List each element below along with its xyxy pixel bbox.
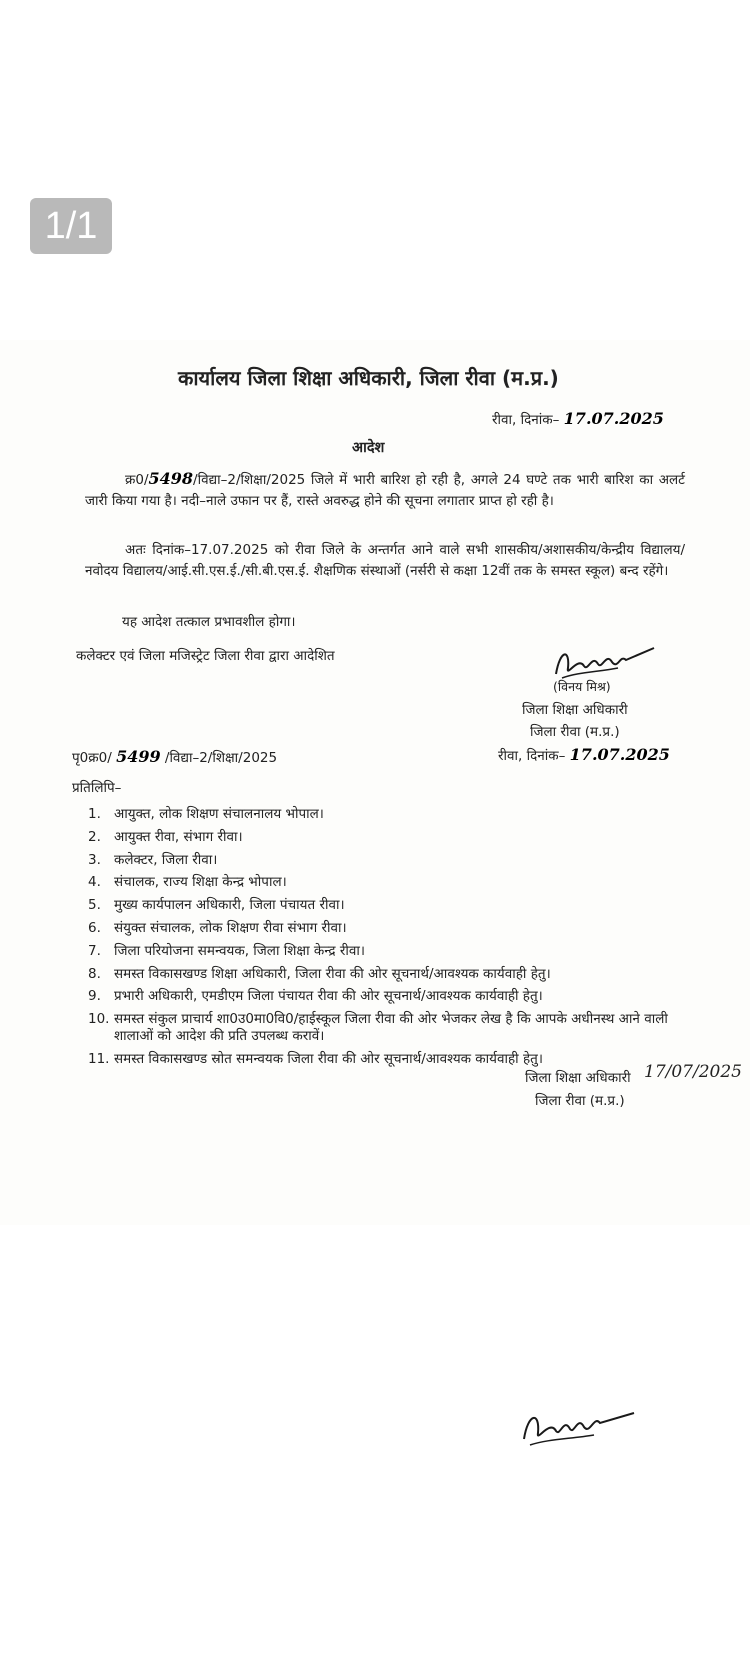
order-number: 5498 (148, 469, 194, 488)
list-item (88, 897, 674, 914)
list-item-number: 8. (88, 965, 101, 982)
list-item-text: संयुक्त संचालक, लोक शिक्षण रीवा संभाग रीवा। (114, 919, 347, 936)
footer-signature-mark (518, 1405, 638, 1451)
copy-to-label: प्रतिलिपि– (72, 780, 122, 796)
office-title: कार्यालय जिला शिक्षा अधिकारी, जिला रीवा (म.प्र.) (178, 366, 559, 390)
list-item-number: 3. (88, 851, 101, 868)
list-item (88, 829, 674, 846)
list-item-number: 7. (88, 942, 101, 959)
endorsement-place-date (498, 746, 670, 765)
list-item-number: 11. (88, 1050, 110, 1067)
endorsement-number: 5499 (116, 747, 161, 766)
list-item-text: आयुक्त, लोक शिक्षण संचालनालय भोपाल। (114, 806, 324, 822)
list-item-text: मुख्य कार्यपालन अधिकारी, जिला पंचायत रीवा। (114, 897, 345, 914)
list-item-number: 10. (88, 1011, 110, 1028)
list-item-number: 5. (88, 897, 101, 914)
list-item-number: 2. (88, 828, 101, 845)
closure-paragraph (85, 540, 685, 582)
signer-district: जिला रीवा (म.प्र.) (530, 724, 620, 740)
endorsement-date: 17.07.2025 (569, 745, 670, 764)
list-item (88, 920, 674, 937)
place-date-label: रीवा, दिनांक– (492, 412, 560, 428)
list-item (88, 874, 674, 891)
list-item (88, 1011, 674, 1045)
endorsement-reference (72, 748, 277, 767)
endorsement-date-label: रीवा, दिनांक– (498, 748, 566, 764)
list-item (88, 988, 674, 1005)
list-item-text: आयुक्त रीवा, संभाग रीवा। (114, 828, 243, 845)
list-item-text: जिला परियोजना समन्वयक, जिला शिक्षा केन्द्र रीवा। (114, 942, 366, 959)
list-item-number: 9. (88, 988, 101, 1005)
footer-designation: जिला शिक्षा अधिकारी (525, 1070, 631, 1086)
list-item (88, 943, 674, 960)
footer-district: जिला रीवा (म.प्र.) (535, 1093, 625, 1109)
document-page (0, 340, 750, 1225)
order-paragraph (85, 468, 685, 512)
list-item-text: समस्त विकासखण्ड स्रोत समन्वयक जिला रीवा की ओर सूचनार्थ/आवश्यक कार्यवाही हेतु। (114, 1050, 543, 1067)
effective-text: यह आदेश तत्काल प्रभावशील होगा। (122, 614, 296, 630)
closure-text: अतः दिनांक–17.07.2025 को रीवा जिले के अन्तर्गत आने वाले सभी शासकीय/अशासकीय/केन्द्रीय विद्यालय/नवोदय विद्यालय/आई.सी.एस.ई./सी.बी.एस.ई. शैक्षणिक संस्थाओं (नर्सरी से कक्षा 12वीं तक के समस्त स्कूल) बन्द रहेंगे। (85, 542, 685, 579)
authority-text: कलेक्टर एवं जिला मजिस्ट्रेट जिला रीवा द्वारा आदेशित (76, 648, 335, 664)
list-item-number: 1. (88, 806, 101, 822)
signer-name: (विनय मिश्र) (553, 679, 611, 694)
list-item (88, 966, 674, 983)
list-item-text: समस्त विकासखण्ड शिक्षा अधिकारी, जिला रीवा की ओर सूचनार्थ/आवश्यक कार्यवाही हेतु। (114, 965, 551, 982)
order-place-date (492, 410, 664, 429)
order-text: /विद्या–2/शिक्षा/2025 जिले में भारी बारिश हो रही है, अगले 24 घण्टे तक भारी बारिश का अलर्ट जारी किया गया है। नदी–नाले उफान पर हैं, रास्ते अवरुद्ध होने की सूचना लगातार प्राप्त हो रही है। (85, 472, 685, 509)
endorsement-prefix: पृ0क्र0/ (72, 750, 112, 766)
list-item-number: 6. (88, 919, 101, 936)
copy-to-list (88, 806, 674, 1074)
list-item-text: संचालक, राज्य शिक्षा केन्द्र भोपाल। (114, 874, 287, 891)
list-item (88, 1051, 674, 1068)
list-item (88, 806, 674, 823)
list-item-text: कलेक्टर, जिला रीवा। (114, 851, 218, 868)
list-item-text: प्रभारी अधिकारी, एमडीएम जिला पंचायत रीवा की ओर सूचनार्थ/आवश्यक कार्यवाही हेतु। (114, 988, 543, 1005)
order-date: 17.07.2025 (563, 409, 664, 428)
order-heading: आदेश (352, 440, 385, 456)
list-item-text: समस्त संकुल प्राचार्य शा0उ0मा0वि0/हाईस्कूल जिला रीवा की ओर भेजकर लेख है कि आपके अधीनस्थ आने वाली शालाओं को आदेश की प्रति उपलब्ध करावें। (114, 1011, 668, 1045)
order-prefix: क्र0/ (125, 472, 149, 488)
list-item (88, 852, 674, 869)
list-item-number: 4. (88, 874, 101, 891)
footer-handwritten-date: 17/07/2025 (644, 1062, 742, 1082)
signer-designation: जिला शिक्षा अधिकारी (522, 702, 628, 718)
endorsement-suffix: /विद्या–2/शिक्षा/2025 (164, 750, 278, 766)
page-indicator-badge: 1/1 (30, 198, 112, 254)
